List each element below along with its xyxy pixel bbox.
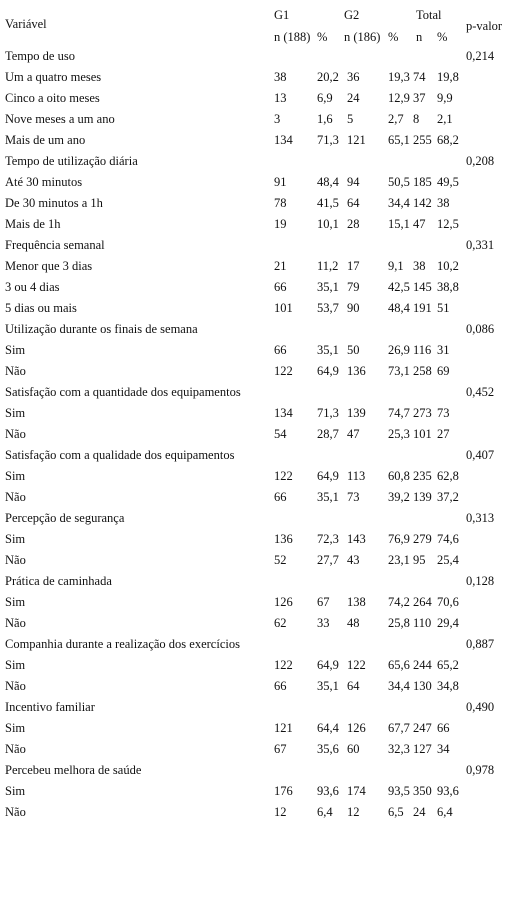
total-pct-cell: 6,4	[437, 805, 453, 819]
group-label: Tempo de utilização diária	[5, 154, 138, 168]
total-pct-cell: 29,4	[437, 616, 459, 630]
g1-pct-cell: 64,9	[317, 364, 339, 378]
g2-n-cell: 122	[347, 658, 366, 672]
g2-n-cell: 48	[347, 616, 360, 630]
g2-n-cell: 136	[347, 364, 366, 378]
g1-pct-cell: 71,3	[317, 406, 339, 420]
row-label: Mais de um ano	[5, 133, 86, 147]
g1-pct-cell: 33	[317, 616, 330, 630]
g1-n-cell: 13	[274, 91, 287, 105]
group-label: Incentivo familiar	[5, 700, 95, 714]
g1-pct-cell: 35,1	[317, 343, 339, 357]
g1-n-cell: 122	[274, 658, 293, 672]
total-pct-cell: 38,8	[437, 280, 459, 294]
g1-n-cell: 134	[274, 133, 293, 147]
p-value-cell: 0,887	[466, 637, 495, 651]
g2-pct-cell: 73,1	[388, 364, 410, 378]
total-n-cell: 101	[413, 427, 432, 441]
g2-pct-cell: 42,5	[388, 280, 410, 294]
total-n-cell: 139	[413, 490, 432, 504]
row-label: Não	[5, 742, 26, 756]
g2-n-cell: 17	[347, 259, 360, 273]
g2-pct-cell: 23,1	[388, 553, 410, 567]
g1-pct-cell: 93,6	[317, 784, 339, 798]
g2-n-cell: 12	[347, 805, 360, 819]
p-value-cell: 0,086	[466, 322, 495, 336]
group-label: Frequência semanal	[5, 238, 105, 252]
g1-n-cell: 3	[274, 112, 281, 126]
group-label: Percepção de segurança	[5, 511, 125, 525]
g1-n-cell: 122	[274, 469, 293, 483]
g2-n-cell: 28	[347, 217, 360, 231]
g1-pct-cell: 71,3	[317, 133, 339, 147]
row-label: Nove meses a um ano	[5, 112, 115, 126]
total-n-cell: 264	[413, 595, 432, 609]
p-value-cell: 0,490	[466, 700, 495, 714]
row-label: Não	[5, 427, 26, 441]
g2-n-cell: 139	[347, 406, 366, 420]
g2-pct-cell: 93,5	[388, 784, 410, 798]
total-pct-cell: 73	[437, 406, 450, 420]
header-g2-n: n (186)	[344, 30, 381, 44]
row-label: Não	[5, 805, 26, 819]
total-pct-cell: 74,6	[437, 532, 459, 546]
group-label: Satisfação com a quantidade dos equipamentos	[5, 385, 241, 399]
g1-pct-cell: 10,1	[317, 217, 339, 231]
g1-n-cell: 176	[274, 784, 293, 798]
g1-pct-cell: 35,6	[317, 742, 339, 756]
total-pct-cell: 62,8	[437, 469, 459, 483]
row-label: Sim	[5, 784, 26, 798]
total-n-cell: 350	[413, 784, 432, 798]
total-pct-cell: 37,2	[437, 490, 459, 504]
g2-n-cell: 50	[347, 343, 360, 357]
g2-n-cell: 79	[347, 280, 360, 294]
header-pvalue: p-valor	[466, 19, 503, 33]
row-label: Não	[5, 364, 26, 378]
row-label: Não	[5, 490, 26, 504]
total-pct-cell: 12,5	[437, 217, 459, 231]
g1-pct-cell: 35,1	[317, 280, 339, 294]
total-n-cell: 145	[413, 280, 432, 294]
total-pct-cell: 68,2	[437, 133, 459, 147]
total-pct-cell: 34	[437, 742, 450, 756]
total-pct-cell: 19,8	[437, 70, 459, 84]
g1-pct-cell: 27,7	[317, 553, 339, 567]
header-variable: Variável	[5, 17, 47, 31]
g2-pct-cell: 76,9	[388, 532, 410, 546]
total-n-cell: 255	[413, 133, 432, 147]
g2-pct-cell: 39,2	[388, 490, 410, 504]
total-pct-cell: 2,1	[437, 112, 453, 126]
g2-n-cell: 47	[347, 427, 360, 441]
total-n-cell: 47	[413, 217, 426, 231]
row-label: Sim	[5, 343, 26, 357]
g2-pct-cell: 19,3	[388, 70, 410, 84]
total-n-cell: 247	[413, 721, 432, 735]
total-n-cell: 258	[413, 364, 432, 378]
total-n-cell: 142	[413, 196, 432, 210]
total-pct-cell: 65,2	[437, 658, 459, 672]
row-label: Mais de 1h	[5, 217, 61, 231]
g1-pct-cell: 35,1	[317, 679, 339, 693]
g2-pct-cell: 25,8	[388, 616, 410, 630]
g1-pct-cell: 11,2	[317, 259, 339, 273]
g2-pct-cell: 9,1	[388, 259, 404, 273]
g1-n-cell: 12	[274, 805, 287, 819]
header-total: Total	[416, 8, 442, 22]
row-label: Sim	[5, 721, 26, 735]
total-pct-cell: 10,2	[437, 259, 459, 273]
total-pct-cell: 31	[437, 343, 450, 357]
g1-n-cell: 54	[274, 427, 287, 441]
row-label: 3 ou 4 dias	[5, 280, 60, 294]
g2-n-cell: 64	[347, 196, 360, 210]
g1-n-cell: 52	[274, 553, 287, 567]
g2-n-cell: 174	[347, 784, 366, 798]
g1-pct-cell: 48,4	[317, 175, 339, 189]
g2-pct-cell: 74,2	[388, 595, 410, 609]
group-label: Companhia durante a realização dos exercícios	[5, 637, 240, 651]
g1-pct-cell: 6,4	[317, 805, 333, 819]
total-pct-cell: 34,8	[437, 679, 459, 693]
total-n-cell: 95	[413, 553, 426, 567]
g1-n-cell: 66	[274, 280, 287, 294]
g2-n-cell: 36	[347, 70, 360, 84]
p-value-cell: 0,978	[466, 763, 495, 777]
g2-n-cell: 138	[347, 595, 366, 609]
total-n-cell: 235	[413, 469, 432, 483]
g2-pct-cell: 48,4	[388, 301, 410, 315]
g2-n-cell: 90	[347, 301, 360, 315]
g2-pct-cell: 12,9	[388, 91, 410, 105]
total-pct-cell: 9,9	[437, 91, 453, 105]
row-label: Sim	[5, 406, 26, 420]
row-label: Até 30 minutos	[5, 175, 83, 189]
g1-n-cell: 101	[274, 301, 293, 315]
group-label: Tempo de uso	[5, 49, 75, 63]
total-n-cell: 116	[413, 343, 432, 357]
total-pct-cell: 93,6	[437, 784, 459, 798]
g1-n-cell: 19	[274, 217, 287, 231]
row-label: Não	[5, 553, 26, 567]
g2-n-cell: 121	[347, 133, 366, 147]
g1-n-cell: 67	[274, 742, 287, 756]
group-label: Utilização durante os finais de semana	[5, 322, 198, 336]
total-pct-cell: 27	[437, 427, 450, 441]
g2-pct-cell: 65,6	[388, 658, 410, 672]
g2-pct-cell: 15,1	[388, 217, 410, 231]
group-label: Prática de caminhada	[5, 574, 112, 588]
g1-pct-cell: 53,7	[317, 301, 339, 315]
header-g2: G2	[344, 8, 360, 22]
g1-n-cell: 66	[274, 490, 287, 504]
p-value-cell: 0,331	[466, 238, 495, 252]
total-n-cell: 273	[413, 406, 432, 420]
total-n-cell: 24	[413, 805, 426, 819]
g2-n-cell: 24	[347, 91, 360, 105]
total-n-cell: 244	[413, 658, 432, 672]
g2-pct-cell: 65,1	[388, 133, 410, 147]
total-n-cell: 8	[413, 112, 420, 126]
header-g1-pct: %	[317, 30, 328, 44]
g2-pct-cell: 25,3	[388, 427, 410, 441]
p-value-cell: 0,452	[466, 385, 495, 399]
g1-n-cell: 91	[274, 175, 287, 189]
row-label: 5 dias ou mais	[5, 301, 77, 315]
total-n-cell: 279	[413, 532, 432, 546]
g1-pct-cell: 64,9	[317, 469, 339, 483]
total-n-cell: 185	[413, 175, 432, 189]
g1-pct-cell: 41,5	[317, 196, 339, 210]
g2-n-cell: 126	[347, 721, 366, 735]
header-g1-n: n (188)	[274, 30, 311, 44]
p-value-cell: 0,214	[466, 49, 495, 63]
header-g1: G1	[274, 8, 290, 22]
g1-n-cell: 78	[274, 196, 287, 210]
g2-pct-cell: 32,3	[388, 742, 410, 756]
g1-pct-cell: 6,9	[317, 91, 333, 105]
total-pct-cell: 25,4	[437, 553, 459, 567]
g2-n-cell: 73	[347, 490, 360, 504]
p-value-cell: 0,313	[466, 511, 495, 525]
g1-pct-cell: 35,1	[317, 490, 339, 504]
total-n-cell: 127	[413, 742, 432, 756]
g2-n-cell: 143	[347, 532, 366, 546]
p-value-cell: 0,128	[466, 574, 495, 588]
total-pct-cell: 66	[437, 721, 450, 735]
row-label: Não	[5, 679, 26, 693]
g2-n-cell: 60	[347, 742, 360, 756]
g2-pct-cell: 60,8	[388, 469, 410, 483]
p-value-cell: 0,407	[466, 448, 495, 462]
row-label: De 30 minutos a 1h	[5, 196, 103, 210]
header-total-n: n	[416, 30, 423, 44]
g2-pct-cell: 67,7	[388, 721, 410, 735]
g1-pct-cell: 64,9	[317, 658, 339, 672]
g2-pct-cell: 50,5	[388, 175, 410, 189]
g1-n-cell: 122	[274, 364, 293, 378]
g1-pct-cell: 64,4	[317, 721, 339, 735]
group-label: Satisfação com a qualidade dos equipamentos	[5, 448, 235, 462]
g2-pct-cell: 34,4	[388, 196, 410, 210]
row-label: Não	[5, 616, 26, 630]
g2-n-cell: 113	[347, 469, 366, 483]
total-pct-cell: 70,6	[437, 595, 459, 609]
total-pct-cell: 49,5	[437, 175, 459, 189]
row-label: Sim	[5, 595, 26, 609]
row-label: Sim	[5, 532, 26, 546]
g1-n-cell: 38	[274, 70, 287, 84]
g2-n-cell: 64	[347, 679, 360, 693]
g2-pct-cell: 34,4	[388, 679, 410, 693]
g2-n-cell: 94	[347, 175, 360, 189]
total-pct-cell: 38	[437, 196, 450, 210]
g1-n-cell: 121	[274, 721, 293, 735]
g2-pct-cell: 6,5	[388, 805, 404, 819]
g1-n-cell: 21	[274, 259, 287, 273]
row-label: Um a quatro meses	[5, 70, 102, 84]
total-pct-cell: 69	[437, 364, 450, 378]
g1-n-cell: 66	[274, 343, 287, 357]
header-total-pct: %	[437, 30, 448, 44]
g1-n-cell: 62	[274, 616, 287, 630]
row-label: Sim	[5, 658, 26, 672]
g1-pct-cell: 72,3	[317, 532, 339, 546]
g2-pct-cell: 26,9	[388, 343, 410, 357]
g2-pct-cell: 2,7	[388, 112, 404, 126]
g2-n-cell: 5	[347, 112, 354, 126]
group-label: Percebeu melhora de saúde	[5, 763, 142, 777]
g1-pct-cell: 1,6	[317, 112, 333, 126]
total-n-cell: 74	[413, 70, 426, 84]
g1-n-cell: 134	[274, 406, 293, 420]
g1-n-cell: 66	[274, 679, 287, 693]
g1-pct-cell: 28,7	[317, 427, 339, 441]
g1-pct-cell: 20,2	[317, 70, 339, 84]
g2-pct-cell: 74,7	[388, 406, 410, 420]
total-n-cell: 37	[413, 91, 426, 105]
g2-n-cell: 43	[347, 553, 360, 567]
header-g2-pct: %	[388, 30, 399, 44]
total-pct-cell: 51	[437, 301, 450, 315]
total-n-cell: 38	[413, 259, 426, 273]
row-label: Sim	[5, 469, 26, 483]
total-n-cell: 191	[413, 301, 432, 315]
g1-pct-cell: 67	[317, 595, 330, 609]
g1-n-cell: 126	[274, 595, 293, 609]
p-value-cell: 0,208	[466, 154, 495, 168]
total-n-cell: 130	[413, 679, 432, 693]
row-label: Menor que 3 dias	[5, 259, 93, 273]
total-n-cell: 110	[413, 616, 432, 630]
g1-n-cell: 136	[274, 532, 293, 546]
row-label: Cinco a oito meses	[5, 91, 100, 105]
